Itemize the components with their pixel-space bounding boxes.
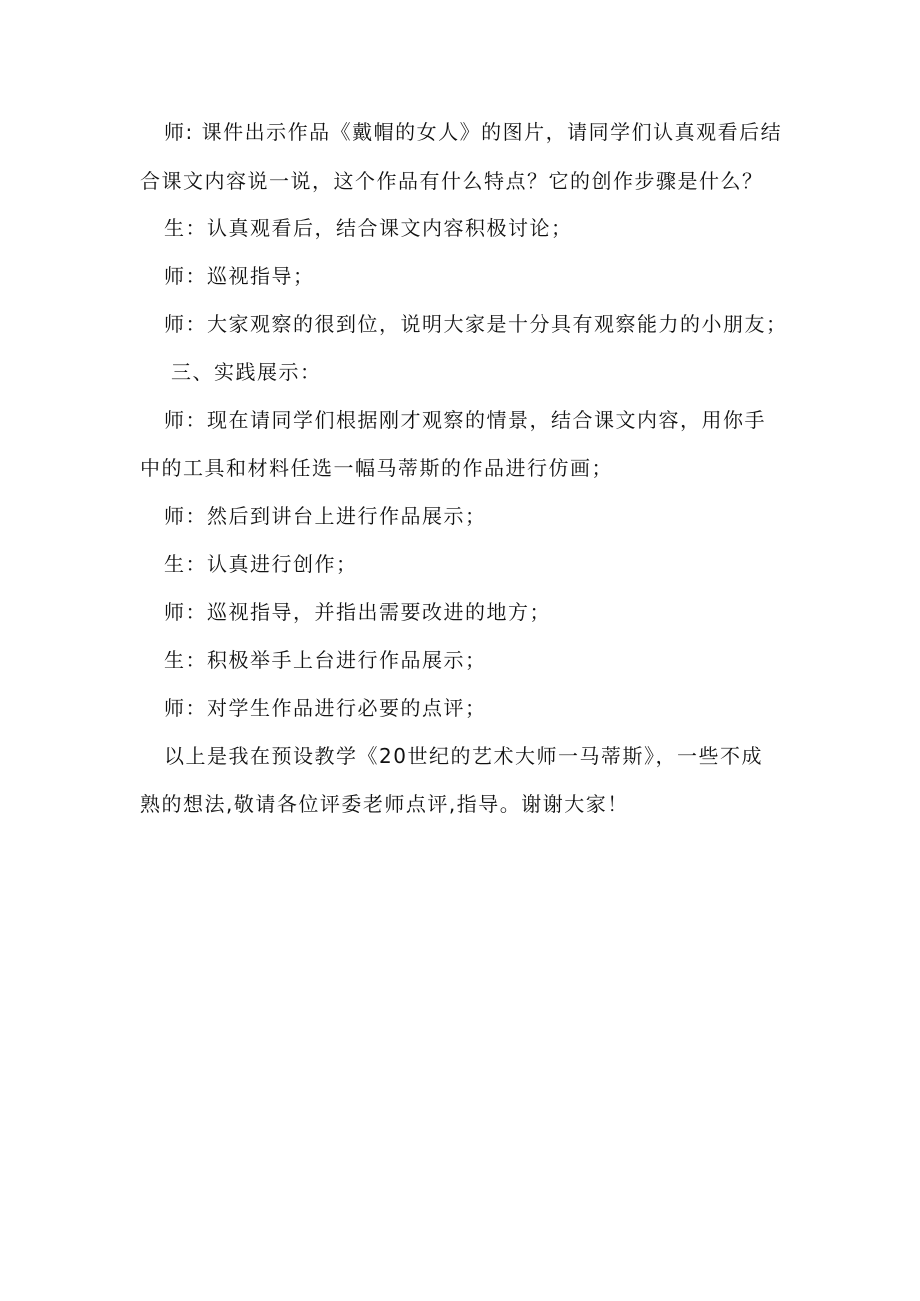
- paragraph-line: 中的工具和材料任选一幅马蒂斯的作品进行仿画；: [140, 456, 613, 480]
- paragraph-line: 师：巡视指导；: [164, 264, 315, 288]
- paragraph-line: 生：积极举手上台进行作品展示；: [164, 648, 487, 672]
- paragraph-line: 生：认真观看后，结合课文内容积极讨论；: [164, 216, 573, 240]
- section-heading: 三、实践展示：: [171, 360, 322, 384]
- paragraph-line: 以上是我在预设教学《20世纪的艺术大师一马蒂斯》，一些不成: [164, 744, 763, 768]
- paragraph-line: 师：巡视指导，并指出需要改进的地方；: [164, 600, 551, 624]
- paragraph-line: 熟的想法,敬请各位评委老师点评,指导。谢谢大家！: [140, 792, 629, 816]
- paragraph-line: 师：现在请同学们根据刚才观察的情景，结合课文内容，用你手: [164, 408, 766, 432]
- paragraph-line: 生：认真进行创作；: [164, 552, 358, 576]
- paragraph-line: 合课文内容说一说，这个作品有什么特点？它的创作步骤是什么？: [140, 169, 764, 193]
- paragraph-line: 师：然后到讲台上进行作品展示；: [164, 504, 487, 528]
- paragraph-line: 师: 课件出示作品《戴帽的女人》的图片，请同学们认真观看后结: [164, 120, 783, 144]
- paragraph-line: 师：大家观察的很到位，说明大家是十分具有观察能力的小朋友；: [164, 312, 788, 336]
- paragraph-line: 师：对学生作品进行必要的点评；: [164, 696, 487, 720]
